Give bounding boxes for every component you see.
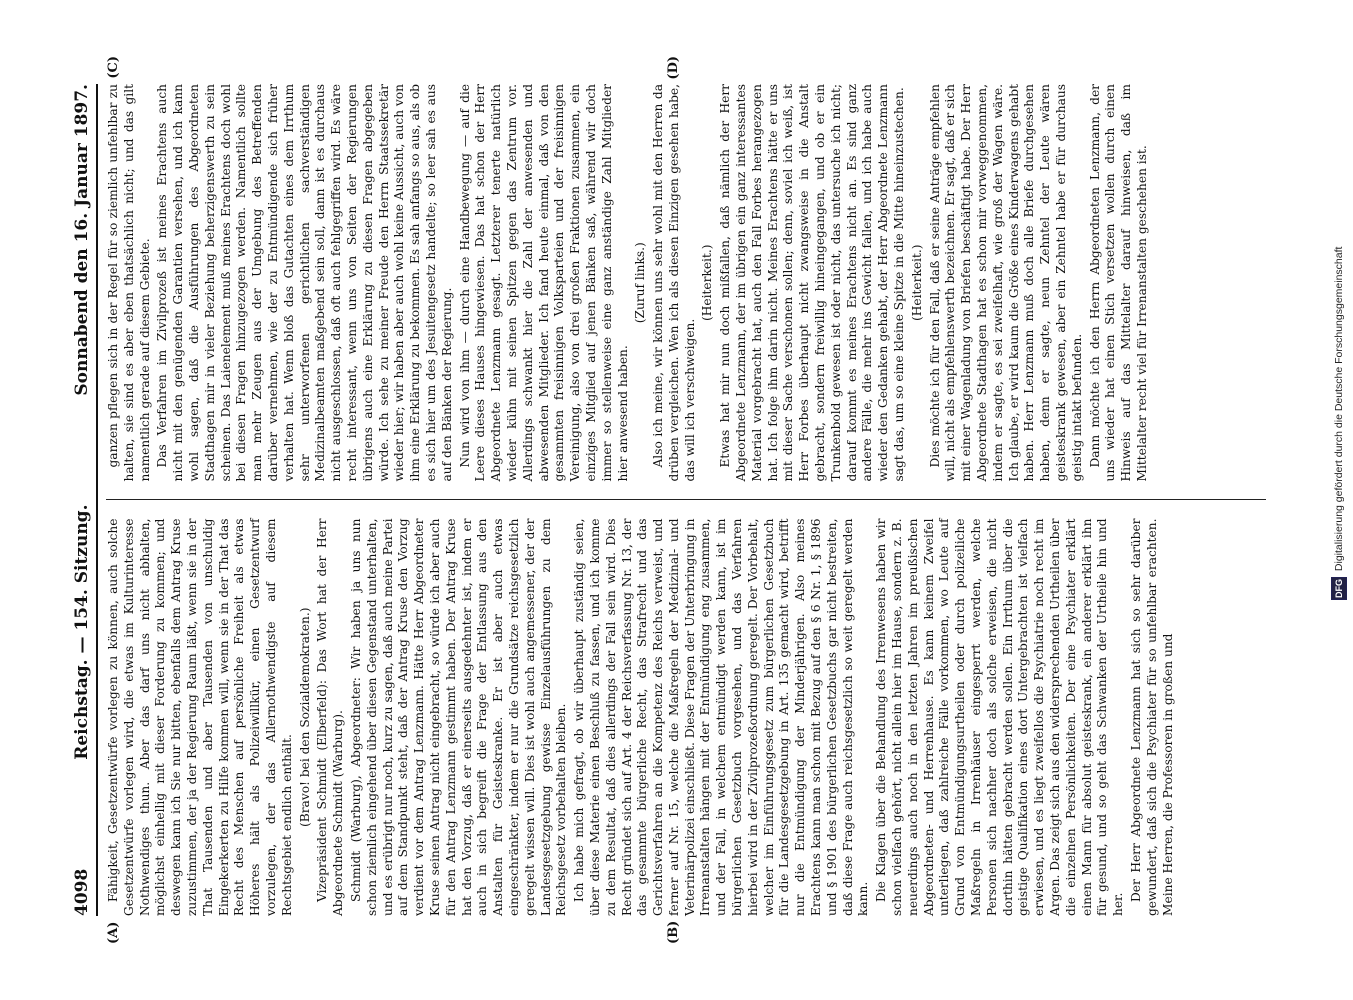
- session-date: Sonnabend den 16. Januar 1897.: [71, 84, 92, 396]
- paragraph: Der Herr Abgeordnete Lenzmann hat sich so sehr darüber gewundert, daß sich die Psychiater für so unfehlbar erachten. Meine Herren, die Professoren in großen und: [1128, 518, 1175, 916]
- paragraph: Dies möchte ich für den Fall, daß er seine Anträge empfehlen will, nicht als empfehlenswerth bezeichnen. Er sagt, daß er sich mit einer Wagenladung von Briefen beschäftigt habe. Der Herr Abgeordnete Stadthagen hat es schon mir vorweggenommen, indem er sagte, es sei zweifelhaft, wie groß der Wagen wäre. Ich glaube, er wird kaum die Größe eines Kinderwagens gehabt haben. Herr Lenzmann muß doch alle Briefe durchgesehen haben, denn er sagte, neun Zehntel der Leute wären geisteskrank gewesen, aber ein Zehntel habe er für durchaus geistig intakt befunden.: [927, 84, 1084, 482]
- paragraph: ganzen pflegen sich in der Regel für so ziemlich unfehlbar zu halten, sie sind es aber eben thatsächlich nicht; und das gilt namentlich gerade auf diesem Gebiete.: [105, 84, 152, 482]
- paragraph: Ich habe mich gefragt, ob wir überhaupt zuständig seien, über diese Materie einen Beschluß zu fassen, und ich komme zu dem Resultat, daß dies allerdings der Fall sein wird. Dies Recht gründet sich auf Art. 4 der Reichsverfassung Nr. 13, der das gesammte bürgerliche Recht, das Strafrecht und das Gerichtsverfahren an die Kompetenz des Reichs verweist, und ferner auf Nr. 15, welche die Maßregeln der Medizinal- und Veterinärpolizei einschließt. Diese Fragen der Unterbringung in Irrenanstalten hängen mit der Entmündigung eng zusammen, und der Fall, in welchem entmündigt werden kann, ist im bürgerlichen Gesetzbuch vorgesehen, und das Verfahren hierbei wird in der Zivilprozeßordnung geregelt. Der Vorbehalt, welcher im Einführungsgesetz zum bürgerlichen Gesetzbuch für die Landesgesetzgebung in Art. 135 gemacht wird, betrifft nur die Entmündigung der Minderjährigen. Also meines Erachtens kann man schon mit Bezug auf den § 6 Nr. 1, § 1896 und § 1901 des bürgerlichen Gesetzbuchs gar nicht bestreiten, daß diese Frage auch reichsgesetzlich so weit geregelt werden kann.: [571, 518, 870, 916]
- margin-marker-a: (A): [105, 921, 121, 944]
- page-number: 4098: [71, 868, 92, 916]
- column-divider: [106, 500, 1266, 501]
- paragraph: Dann möchte ich den Herrn Abgeordneten Lenzmann, der uns wieder hat einen Stich versetzen wollen durch einen Hinweis auf das Mittelalter darauf hinweisen, daß im Mittelalter recht viel für Irrenanstalten geschehen ist.: [1087, 84, 1149, 482]
- paragraph: Die Klagen über die Behandlung des Irrenwesens haben wir schon vielfach gehört, nicht allein hier im Hause, sondern z. B. neuerdings auch noch in den letzten Jahren im preußischen Abgeordneten- und Herrenhause. Es kann keinem Zweifel unterliegen, daß zahlreiche Fälle vorkommen, wo Leute auf Grund von Entmündigungsurtheilen oder durch polizeiliche Maßregeln in Irrenhäuser eingesperrt werden, welche Personen sich nachher doch als solche erweisen, die nicht dorthin hätten gebracht werden sollen. Ein Irrthum über die geistige Qualifikation eines dort Untergebrachten ist vielfach erwiesen, und es liegt zweifellos die Psychiatrie noch recht im Argen. Das zeigt sich aus den widersprechenden Urtheilen über die einzelnen Persönlichkeiten. Der eine Psychiater erklärt einen Mann für absolut geisteskrank, ein anderer erklärt ihn für gesund, und so geht das Schwanken der Urtheile hin und her.: [873, 518, 1125, 916]
- paragraph: Etwas hat mir nun doch mißfallen, daß nämlich der Herr Abgeordnete Lenzmann, der im übrigen ein ganz interessantes Material vorgebracht hat, auch den Fall Forbes herangezogen hat. Ich folge ihm darin nicht. Meines Erachtens hätte er uns mit dieser Sache verschonen sollen; denn, soviel ich weiß, ist Herr Forbes überhaupt nicht zwangsweise in die Anstalt gebracht, sondern freiwillig hineingegangen, und ob er ein Trunkenbold gewesen ist oder nicht, das untersuche ich nicht; darauf kommt es meines Erachtens nicht an. Es sind ganz andere Fälle, die mehr ins Gewicht fallen, und ich habe auch wieder den Gedanken gehabt, der Herr Abgeordnete Lenzmann sagt das, um so eine kleine Spitze in die Mitte hineinzustechen.: [717, 84, 906, 482]
- paragraph: Nun wird von ihm — durch eine Handbewegung — auf die Leere dieses Hauses hingewiesen. Das hat schon der Herr Abgeordnete Lenzmann gesagt. Letzterer tenerte natürlich wieder kühn mit seinen Spitzen gegen das Zentrum vor. Allerdings schwankt hier die Zahl der anwesenden und abwesenden Mitglieder. Ich fand heute einmal, daß von den gesammten freisinnigen Volksparteien und der freisinnigen Vereinigung, also von drei großen Fraktionen zusammen, ein einziges Mitglied auf jenen Bänken saß, während wir doch immer so stellenweise eine ganz anständige Zahl Mitglieder hier anwesend haben.: [457, 84, 629, 482]
- paragraph: (Heiterkeit.): [699, 244, 714, 321]
- paragraph: Vizepräsident Schmidt (Elberfeld): Das Wort hat der Herr Abgeordnete Schmidt (Warburg).: [314, 518, 345, 916]
- credit-text: Digitalisierung gefördert durch die Deutsche Forschungsgemeinschaft: [1333, 246, 1345, 572]
- digitization-credit: [1331, 10, 1347, 600]
- text-columns: [105, 56, 1266, 944]
- paragraph: Also ich meine, wir können uns sehr wohl mit den Herren da drüben vergleichen. Wen ich als diesen Einzigen gesehen habe, das will ich verschweigen.: [650, 84, 697, 482]
- left-column: [105, 518, 1266, 944]
- paragraph: (Heiterkeit.): [909, 244, 924, 321]
- paragraph: (Bravo! bei den Sozialdemokraten.): [297, 607, 312, 827]
- paragraph: Schmidt (Warburg), Abgeordneter: Wir haben ja uns nun schon ziemlich eingehend über diesen Gegenstand unterhalten, und es erübrigt nur noch, kurz zu sagen, daß auch meine Partei auf dem Standpunkt steht, daß der Antrag Kruse den Vorzug verdient vor dem Antrag Lenzmann. Hätte Herr Abgeordneter Kruse seinen Antrag nicht eingebracht, so würde ich aber auch für den Antrag Lenzmann gestimmt haben. Der Antrag Kruse hat den Vorzug, daß er einerseits ausgedehnter ist, indem er auch in sich begreift die Frage der Entlassung aus den Anstalten für Geisteskranke. Er ist aber auch etwas eingeschränkter, indem er nur die Grundsätze reichsgesetzlich geregelt wissen will. Dies ist wohl auch angemessener, der der Landesgesetzgebung gewisse Einzelausführungen zu dem Reichsgesetz vorbehalten bleiben.: [348, 518, 568, 916]
- paragraph: Das Verfahren im Zivilprozeß ist meines Erachtens auch nicht mit den genügenden Garantien versehen, und ich kann wohl sagen, daß die Ausführungen des Abgeordneten Stadthagen mir in vieler Beziehung beherzigenswerth zu sein scheinen. Das Laienelement muß meines Erachtens doch wohl bei diesen Fragen hinzugezogen werden. Namentlich sollte man mehr Zeugen aus der Umgebung des Betreffenden darüber vernehmen, wie der zu Entmündigende sich früher verhalten hat. Wenn bloß das Gutachten eines dem Irrthum sehr unterworfenen gerichtlichen sachverständigen Medizinalbeamten maßgebend sein soll, dann ist es durchaus nicht ausgeschlossen, daß oft auch fehlgegriffen wird. Es wäre recht interessant, wenn uns von Seiten der Regierungen übrigens auch eine Erklärung zu diesen Fragen abgegeben würde. Ich sehe zu meiner Freude den Herrn Staatssekretär wieder hier; wir haben aber auch wohl keine Aussicht, auch von ihm eine Erklärung zu bekommen. Es sah anfangs so aus, als ob es sich hier um des Jesuitengesetz handelte; so leer sah es aus auf den Bänken der Regierung.: [154, 84, 454, 482]
- document-page: [52, 50, 1302, 950]
- margin-marker-d: (D): [665, 56, 681, 80]
- page-header: [72, 84, 98, 916]
- margin-marker-b: (B): [665, 920, 681, 944]
- session-title: Reichstag. — 154. Sitzung.: [71, 504, 92, 760]
- dfg-logo: DFG: [1331, 577, 1347, 600]
- paragraph: (Zuruf links.): [632, 242, 647, 324]
- margin-marker-c: (C): [105, 56, 121, 79]
- right-column: [105, 56, 1266, 482]
- paragraph: Fähigkeit, Gesetzentwürfe vorlegen zu können, auch solche Gesetzentwürfe vorlegen wird, die etwas im Kulturinteresse Nothwendiges thun. Aber das darf uns nicht abhalten, möglichst einhellig mit dieser Forderung zu kommen; und deswegen kann ich Sie nur bitten, ebenfalls dem Antrag Kruse zuzustimmen, der ja der Regierung Raum läßt, wenn sie in der That Tausenden und aber Tausenden von unschuldig Eingekerkerten zu Hilfe kommen will, wenn sie in der That das Recht des Menschen auf persönliche Freiheit als etwas Höheres hält als Polizeiwillkür, einen Gesetzentwurf vorzulegen, der das Allernothwendigste auf diesem Rechtsgebiet endlich enthält.: [105, 518, 294, 916]
